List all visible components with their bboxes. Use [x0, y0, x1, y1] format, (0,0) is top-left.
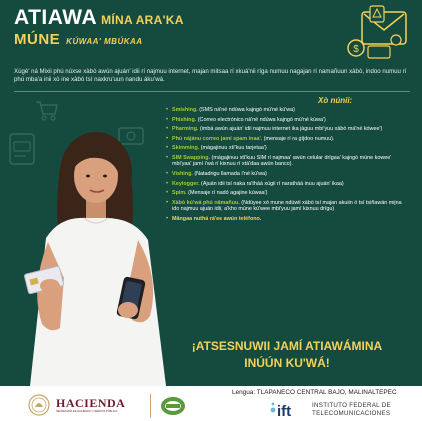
list-item-term: Mângaa nuthá rá'ee awún teléfono. [172, 215, 262, 222]
list-item-term: Smishing. [172, 107, 198, 113]
list-item [166, 117, 410, 123]
list-item-description: (mágajinuu xtí'kuu tarjetaa') [199, 145, 267, 152]
cta-line-2: INÚÚN KU'WÁ! [244, 356, 330, 370]
language-label: Lengua: TLAPANECO CENTRAL BAJO, MALINALTEPEC [232, 389, 397, 396]
intro-text: Xúgè' ná Mixii phú núxse xàbò awún ajuán' idii rí najmuu internet, majan mitsaa rí xkuá'nii ríga numuu nagajan rí namañuun xàbò, indoo numuu rí phú mba'a inii xò ine xàbò tsí naxkru'uun nandu ákuʼwá. [14, 68, 407, 83]
ift-name-line-2: TELECOMUNICACIONES [312, 410, 391, 417]
subtitle-main: MÚNE [14, 31, 61, 48]
list-item-description: (Correo electrónico ná'né ndúwa kajngò mú'né kúwa') [196, 116, 326, 123]
list-item-term: Skimming. [172, 145, 200, 152]
ift-mark-icon [268, 400, 308, 420]
list-item [166, 181, 410, 187]
page-subtitle [14, 31, 143, 48]
list-item-term: Keylogger. [172, 180, 200, 187]
subtitle-suffix: KÚWAA' MBÚKAA [66, 37, 143, 46]
list-item [166, 155, 410, 168]
title-main: ATIAWA [14, 6, 98, 29]
list-item-description: (imbá awún ajuán' idii najmuu internet ika jàguu mbi'yuu xàbò má'né kówee') [198, 126, 383, 133]
list-item-description: (Ajuán idii tsí naka ra'tháá xúgii rí naratháá inuu ajuán' ikaa) [199, 180, 344, 187]
list-item-term: Spim. [172, 190, 187, 197]
list-item-term: Phú nájánu correo jamí spam inaa'. [172, 135, 263, 142]
shopping-cart-icon [34, 98, 60, 122]
hacienda-logo [28, 394, 138, 418]
hacienda-name: HACIENDA [56, 396, 126, 410]
cta-line-1: ¡ATSESNUWII JAMÍ ATIAWÁMINA [191, 339, 383, 353]
list-heading: Xò núnii: [318, 96, 353, 105]
list-item-description: (SMS ná'né ndúwa kajngò mú'né kú'wa) [197, 107, 295, 113]
logo-divider [150, 394, 151, 418]
footer [0, 386, 422, 421]
list-item-term: Phishing. [172, 116, 197, 123]
call-to-action [176, 338, 398, 372]
list-item-description: (mensaje rí ra gíjdoo numuu). [262, 135, 335, 142]
list-item [166, 200, 410, 213]
phone-card-icon [334, 4, 412, 64]
list-item-description: (Ndúyee xó mune ndúwii xàbò tsí majan akuiin ó tsí tsiñawán mijna ido najmuu ajuán idii, a'kho múne kú'wee mbi'yuu jamí kixnuu drígu) [172, 199, 402, 213]
fraud-types-list [166, 107, 410, 225]
svg-text:$: $ [353, 44, 359, 55]
list-item-description: (Mensaje rí nadó agajine kúwaa') [186, 190, 268, 197]
list-item [166, 216, 410, 222]
list-item-description: (mágajinuu xtí'kuu SIM rí najmaa' awún celular drígaa' kajngò múne kowee' mbi'yaa' jamí i'wá rí kixnuu rí xtá'daa awún banco). [172, 154, 392, 168]
divider [14, 91, 410, 92]
woman-with-phone-and-card-illustration [20, 128, 180, 386]
list-item [166, 136, 410, 142]
ift-logo [268, 400, 408, 420]
list-item-term: Pharming. [172, 126, 199, 133]
list-item [166, 126, 410, 132]
list-item [166, 171, 410, 177]
eagle-seal-icon [28, 394, 50, 416]
list-item [166, 145, 410, 151]
list-item-term: Vishing. [172, 170, 193, 177]
hacienda-subtitle: SECRETARÍA DE HACIENDA Y CRÉDITO PÚBLICO [56, 410, 118, 413]
list-item-term: Xàbò kú'wá phú nâmañuu. [172, 199, 240, 206]
page-title [14, 6, 184, 30]
title-suffix: MÍNA ARA'KA [101, 13, 184, 27]
list-item-term: SIM Swapping. [172, 154, 211, 161]
list-item [166, 107, 410, 113]
ift-name-line-1: INSTITUTO FEDERAL DE [312, 402, 391, 409]
list-item-description: (Natadrigu llamada í'né kú'wa) [192, 170, 267, 177]
sat-logo-icon [160, 395, 186, 417]
list-item [166, 190, 410, 196]
svg-text:ift: ift [277, 403, 292, 420]
